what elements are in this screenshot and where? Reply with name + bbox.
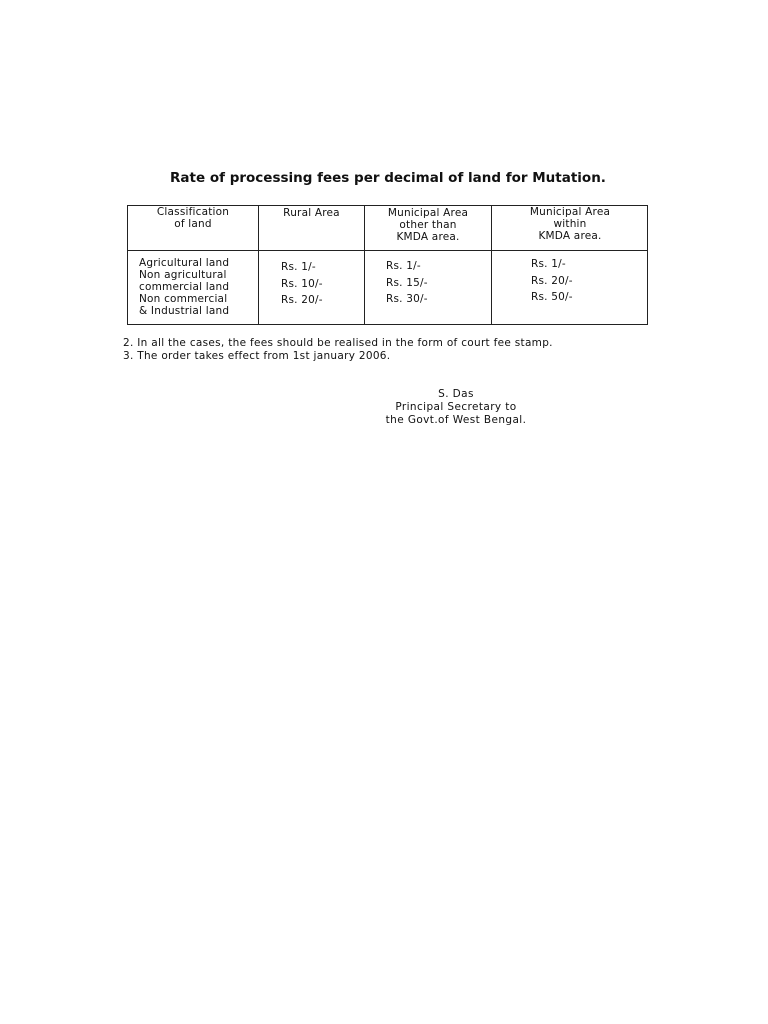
fees-table: [127, 205, 648, 325]
table-header-divider: [128, 250, 647, 251]
table-divider: [258, 206, 259, 324]
note-item: 3. The order takes effect from 1st january 2006.: [123, 350, 391, 362]
document-title: Rate of processing fees per decimal of land for Mutation.: [170, 170, 606, 186]
header-classification: Classification of land: [156, 206, 230, 230]
classification-list: Agricultural land Non agricultural commercial land Non commercial & Industrial land: [139, 257, 230, 317]
municipal-kmda-fees: Rs. 1/- Rs. 20/- Rs. 50/-: [531, 258, 573, 303]
notes: [123, 337, 553, 363]
note-item: 2. In all the cases, the fees should be realised in the form of court fee stamp.: [123, 337, 553, 349]
signatory-title: Principal Secretary to: [395, 401, 517, 413]
signatory-name: S. Das: [438, 388, 474, 400]
signature-block: [356, 388, 556, 427]
rural-fees: Rs. 1/- Rs. 10/- Rs. 20/-: [281, 261, 323, 306]
header-municipal-other: Municipal Area other than KMDA area.: [387, 207, 469, 243]
header-municipal-kmda: Municipal Area within KMDA area.: [529, 206, 611, 242]
municipal-other-fees: Rs. 1/- Rs. 15/- Rs. 30/-: [386, 260, 428, 305]
header-rural-area: Rural Area: [283, 207, 340, 219]
signatory-office: the Govt.of West Bengal.: [385, 414, 527, 426]
